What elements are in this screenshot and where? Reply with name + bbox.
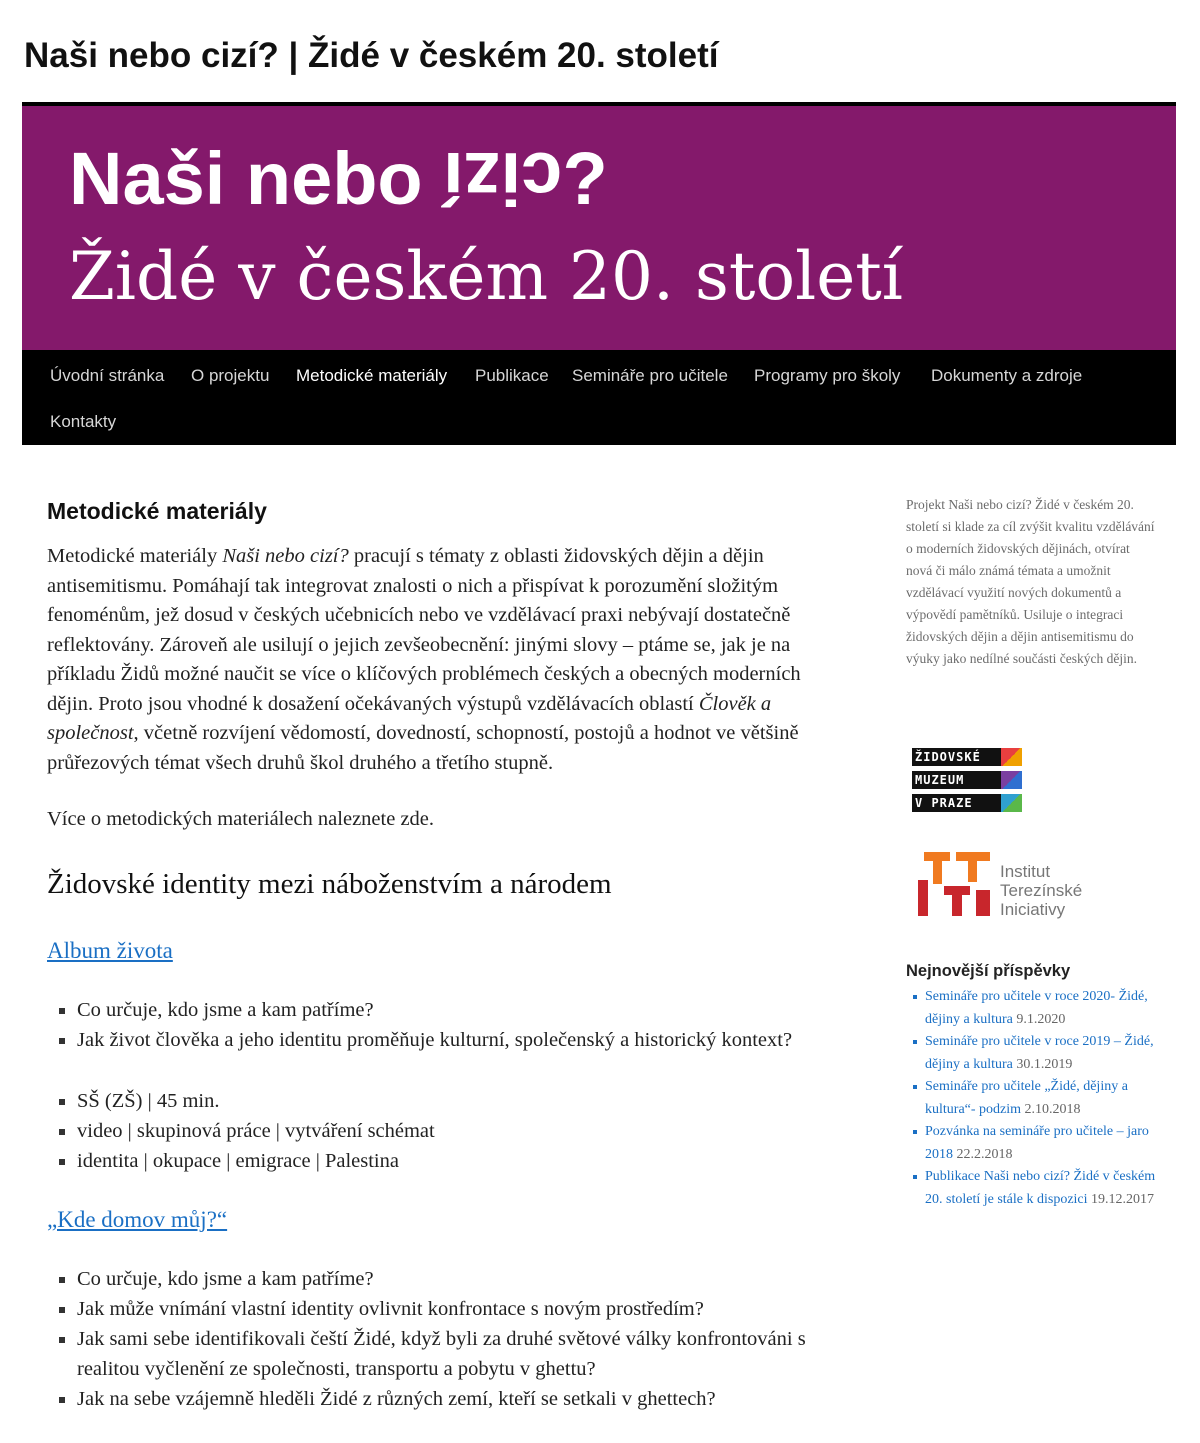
iti-logo-line: Terezínské [1000,881,1083,900]
list-item: Jak život člověka a jeho identitu proměňuje kulturní, společenský a historický kontext? [47,1025,847,1055]
banner-title-part2: ? [562,137,608,220]
intro-text-3: , včetně rozvíjení vědomostí, dovedností, schopností, postojů a hodnot ve většině průřezových témat všech druhů škol druhého a třetího stupně. [47,722,799,774]
logo-line: ŽIDOVSKÉ [912,748,1001,766]
iti-logo-line: Institut [1000,862,1051,881]
post-date: 30.1.2019 [1016,1056,1073,1072]
post-date: 19.12.2017 [1091,1191,1155,1207]
nav-item-materials[interactable]: Metodické materiály [296,366,448,385]
album-meta-list [47,1086,847,1176]
recent-post-link[interactable]: Publikace Naši nebo cizí? Židé v českém 20. století je stále k dispozici [925,1169,1156,1207]
list-item: Co určuje, kdo jsme a kam patříme? [47,1264,847,1294]
nav-item-school-programs[interactable]: Programy pro školy [754,366,901,385]
kde-domov-muj-link[interactable]: „Kde domov můj?“ [47,1207,228,1232]
iti-logo-icon [918,850,996,922]
list-item: SŠ (ZŠ) | 45 min. [47,1086,847,1116]
iti-logo-line: Iniciativy [1000,900,1066,919]
nav-item-contacts[interactable]: Kontakty [50,412,117,431]
sidebar [906,494,1156,1207]
intro-emphasis-project: Naši nebo cizí? [222,545,349,567]
list-item: Jak na sebe vzájemně hleděli Židé z různých zemí, kteří se setkali v ghettech? [47,1384,847,1414]
list-item: identita | okupace | emigrace | Palestina [47,1146,847,1176]
recent-post-link[interactable]: Semináře pro učitele v roce 2019 – Židé, dějiny a kultura [925,1034,1154,1072]
page-title: Metodické materiály [47,498,267,524]
jewish-museum-logo[interactable] [912,748,1022,818]
post-date: 9.1.2020 [1016,1011,1066,1027]
list-item: video | skupinová práce | vytváření schémat [47,1116,847,1146]
logo-line: V PRAZE [912,794,1001,812]
intro-emphasis-area: Člověk a společnost [47,692,772,744]
nav-item-publications[interactable]: Publikace [475,366,549,385]
list-item [906,1121,1156,1166]
banner-title-flipped-word: cizí [443,137,563,220]
nav-item-home[interactable]: Úvodní stránka [50,366,165,385]
list-item: Co určuje, kdo jsme a kam patříme? [47,995,847,1025]
album-zivota-link[interactable]: Album života [47,938,173,963]
recent-post-link[interactable]: Semináře pro učitele „Židé, dějiny a kultura“- podzim [925,1079,1128,1117]
recent-posts-list [906,986,1156,1211]
album-questions-list [47,995,847,1055]
intro-text-2: pracují s tématy z oblasti židovských dějin a dějin antisemitismu. Pomáhají tak integrovat znalosti o nich a přispívat k porozumění složitým fenoménům, jež dosud v českých učebnicích nebo ve vzdělávací praxi nebývají dostatečně reflektovány. Zároveň ale usilují o jejich zevšeobecnění: jinými slovy – ptáme se, jak je na příkladu Židů možné naučit se více o klíčových problémech českých a obecných moderních dějin. Proto jsou vhodné k dosažení očekávaných výstupů vzdělávacích oblastí [47,545,801,715]
main-navigation [22,350,1176,445]
intro-text-1: Metodické materiály [47,545,223,567]
section-heading: Židovské identity mezi náboženstvím a národem [47,868,612,900]
recent-post-link[interactable]: Pozvánka na semináře pro učitele – jaro 2018 [925,1124,1149,1162]
banner-title-part1: Naši nebo [69,137,444,220]
logo-color-block [1001,771,1022,789]
nav-item-seminars[interactable]: Semináře pro učitele [572,366,728,385]
project-description: Projekt Naši nebo cizí? Židé v českém 20. století si klade za cíl zvýšit kvalitu vzdělávání o moderních židovských dějinách, otvírat nová či málo známá témata a umožnit vzdělávací využití nových dokumentů a výpovědí pamětníků. Usiluje o integraci židovských dějin a dějin antisemitismu do výuky jako nedílné součásti českých dějin. [906,497,1155,666]
nav-item-documents[interactable]: Dokumenty a zdroje [931,366,1083,385]
list-item [906,986,1156,1031]
nav-item-about[interactable]: O projektu [191,366,270,385]
more-info-text: Více o metodických materiálech naleznete zde. [47,808,435,830]
banner-subtitle: Židé v českém 20. století [69,238,903,315]
list-item [906,1166,1156,1211]
iti-logo-text [1000,862,1082,919]
list-item: Jak sami sebe identifikovali čeští Židé, když byli za druhé světové války konfrontováni s realitou vyčlenění ze společnosti, transportu a pobytu v ghettu? [47,1324,847,1384]
logo-color-block [1001,748,1022,766]
domov-questions-list [47,1264,847,1414]
logo-line: MUZEUM [912,771,1001,789]
header-banner[interactable] [22,106,1176,350]
post-date: 22.2.2018 [956,1146,1013,1162]
recent-post-link[interactable]: Semináře pro učitele v roce 2020- Židé, dějiny a kultura [925,989,1148,1027]
list-item [906,1076,1156,1121]
banner-title [69,136,608,221]
logo-color-block [1001,794,1022,812]
site-title[interactable]: Naši nebo cizí? | Židé v českém 20. století [24,36,719,75]
terezin-initiative-logo[interactable] [918,850,1118,922]
recent-posts-heading: Nejnovější příspěvky [906,962,1071,980]
post-date: 2.10.2018 [1024,1101,1081,1117]
intro-paragraph [47,542,837,778]
list-item [906,1031,1156,1076]
list-item: Jak může vnímání vlastní identity ovlivnit konfrontace s novým prostředím? [47,1294,847,1324]
